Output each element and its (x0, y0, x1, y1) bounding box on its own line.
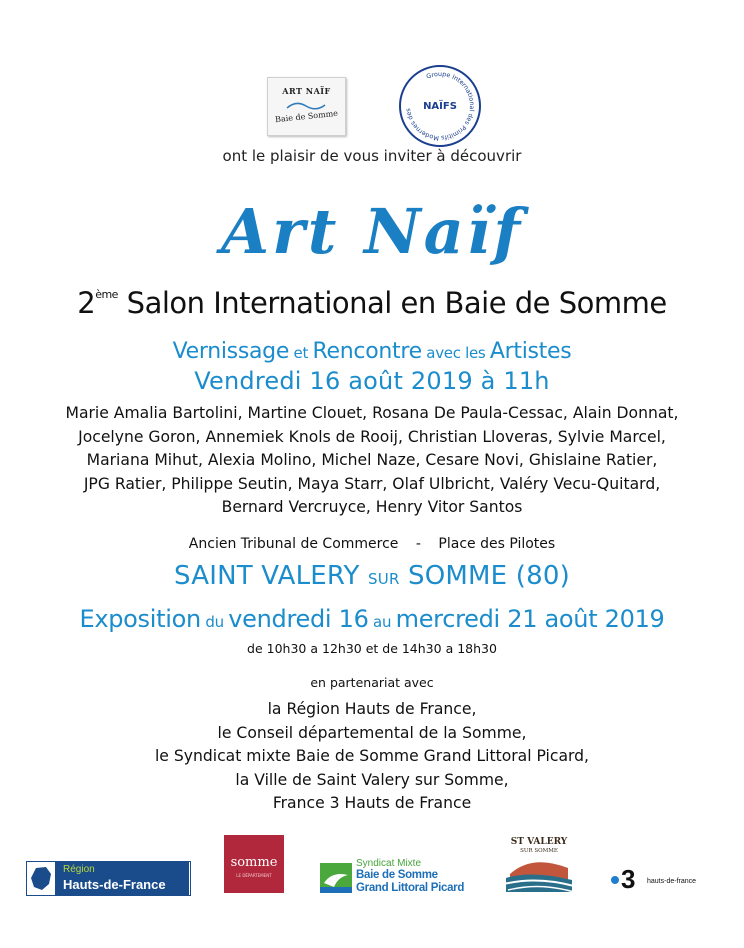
somme-departement-logo (224, 835, 284, 893)
partner-item: France 3 Hauts de France (272, 794, 472, 812)
artists-line: Marie Amalia Bartolini, Martine Clouet, Rosana De Paula-Cessac, Alain Donnat, (65, 404, 679, 422)
art-naif-baie-de-somme-logo (267, 77, 346, 136)
artists-line: Bernard Vercruyce, Henry Vitor Santos (221, 498, 523, 516)
artists-list (0, 402, 744, 520)
region-hauts-de-france-logo (26, 861, 191, 896)
city-part-somme: SOMME (80) (399, 561, 570, 591)
salon-text: Salon International en Baie de Somme (117, 286, 667, 320)
exposition-dates (0, 605, 744, 633)
vernissage-connector-et: et (289, 344, 313, 362)
france-3-region-text: hauts-de-france (647, 878, 697, 885)
artists-line: JPG Ratier, Philippe Seutin, Maya Starr, Olaf Ulbricht, Valéry Vecu-Quitard, (83, 474, 661, 493)
rencontre-word: Rencontre (312, 339, 422, 364)
syndicat-logo-line3: Grand Littoral Picard (356, 882, 465, 894)
region-logo-line1: Région (63, 864, 95, 875)
exposition-word: Exposition (79, 605, 201, 633)
salon-heading (0, 286, 744, 320)
naifs-group-logo (398, 64, 482, 148)
opening-hours: de 10h30 a 12h30 et de 14h30 a 18h30 (247, 641, 497, 656)
vernissage-heading (0, 339, 744, 364)
city-name (0, 561, 744, 591)
art-naif-logo-title: ART NAÏF (282, 86, 331, 96)
city-part-sur: SUR (368, 570, 400, 588)
somme-logo-text: somme (230, 855, 278, 870)
france-3-hauts-de-france-logo (611, 864, 721, 894)
naifs-ring-text: Groupe International des Primitifs Modernes des (405, 70, 476, 142)
syndicat-logo-line2: Baie de Somme (356, 869, 438, 881)
partner-item: le Conseil départemental de la Somme, (217, 723, 527, 742)
exposition-end: mercredi 21 août 2019 (395, 605, 665, 633)
partner-item: le Syndicat mixte Baie de Somme Grand Littoral Picard, (154, 747, 590, 765)
salon-number: 2 (77, 286, 96, 320)
somme-logo-subtext: LE DÉPARTEMENT (236, 873, 272, 878)
venue-address (0, 536, 744, 552)
artists-line: Jocelyne Goron, Annemiek Knols de Rooij, Christian Lloveras, Sylvie Marcel, (78, 427, 666, 446)
exposition-connector-du: du (200, 613, 229, 631)
stvalery-line2: SUR SOMME (520, 848, 558, 854)
salon-ordinal: ème (95, 288, 118, 301)
france-3-dot-icon (611, 876, 619, 884)
artistes-word: Artistes (489, 339, 572, 364)
partners-list (0, 698, 744, 816)
exposition-connector-au: au (368, 613, 396, 631)
saint-valery-logo (502, 834, 576, 897)
france-3-number: 3 (621, 864, 636, 894)
partner-item: la Région Hauts de France, (267, 700, 477, 718)
syndicat-logo-line1: Syndicat Mixte (356, 858, 422, 869)
saint-valery-emblem (502, 834, 576, 897)
partnership-intro: en partenariat avec (310, 675, 434, 690)
syndicat-mixte-logo (320, 858, 480, 896)
art-naif-logo-subtitle: Baie de Somme (274, 108, 339, 125)
exposition-start: vendredi 16 (228, 605, 369, 633)
invitation-intro: ont le plaisir de vous inviter à découvrir (222, 147, 522, 165)
venue-building: Ancien Tribunal de Commerce (188, 536, 399, 552)
city-part-saint-valery: SAINT VALERY (174, 561, 369, 591)
naifs-center-text: NAÏFS (423, 101, 457, 112)
venue-separator: - (415, 536, 421, 552)
syndicat-bird-icon (320, 863, 352, 893)
vernissage-word: Vernissage (172, 339, 290, 364)
vernissage-date: Vendredi 16 août 2019 à 11h (194, 367, 550, 395)
france-map-icon (30, 866, 52, 891)
partner-item: la Ville de Saint Valery sur Somme, (235, 770, 509, 789)
stvalery-line1: ST VALERY (510, 837, 568, 847)
venue-place: Place des Pilotes (438, 536, 556, 552)
region-logo-line2: Hauts-de-France (63, 877, 166, 892)
vernissage-connector-avec: avec les (421, 344, 490, 362)
artists-line: Mariana Mihut, Alexia Molino, Michel Naze, Cesare Novi, Ghislaine Ratier, (86, 451, 658, 469)
page-title: Art Naïf (220, 195, 524, 268)
